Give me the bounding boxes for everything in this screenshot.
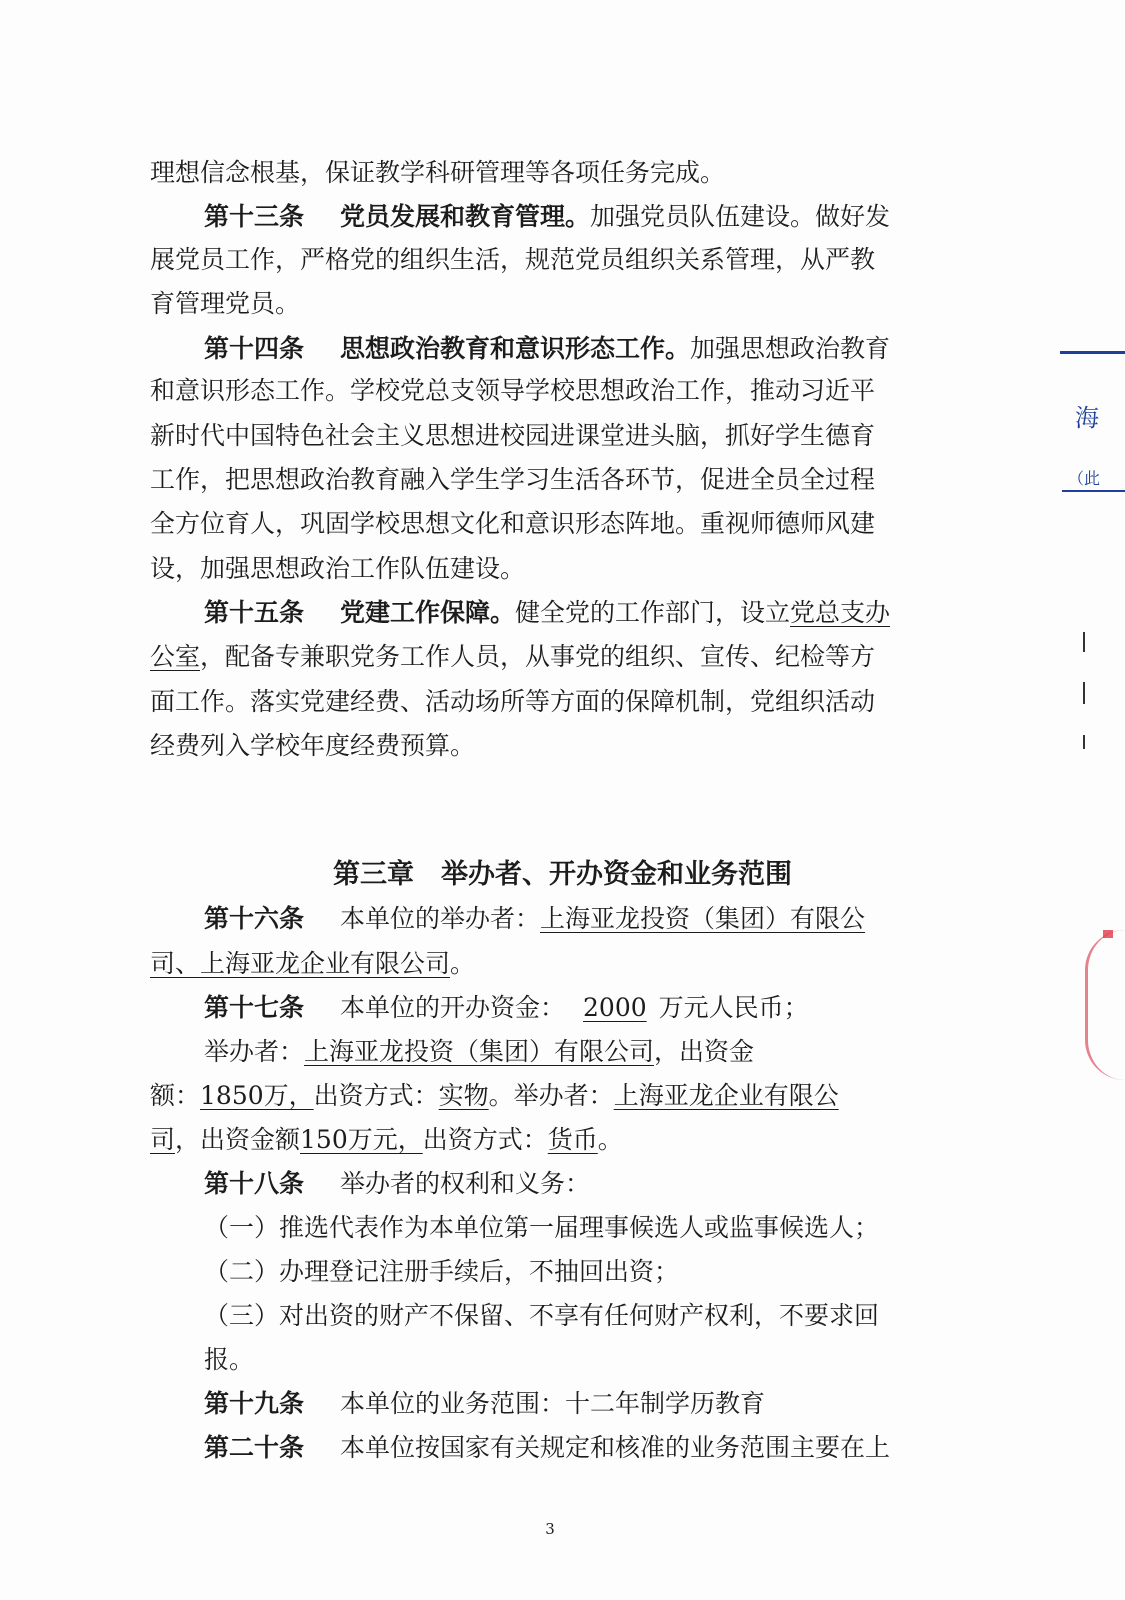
underlined-text: 司、上海亚龙企业有限公司: [150, 949, 451, 978]
article-20: 第二十条 本单位按国家有关规定和核准的业务范围主要在上: [204, 1433, 891, 1462]
article-number: 第二十条: [204, 1433, 305, 1462]
amount-value: 150万元，: [300, 1125, 423, 1154]
article-title: 党建工作保障。: [340, 598, 516, 627]
list-item: （三）对出资的财产不保留、不享有任何财产权利，不要求回: [204, 1301, 880, 1330]
article-15: 第十五条 党建工作保障。健全党的工作部门，设立党总支办: [204, 598, 891, 627]
text-line: 面工作。落实党建经费、活动场所等方面的保障机制，党组织活动: [150, 687, 876, 716]
method-value: 实物: [438, 1081, 489, 1110]
amount-value: 1850万，: [200, 1081, 314, 1110]
edge-rule: [1060, 351, 1125, 354]
sponsor-name: 司: [150, 1125, 176, 1154]
article-17: 第十七条 本单位的开办资金： 2000 万元人民币；: [204, 993, 809, 1022]
text-line: 展党员工作，严格党的组织生活，规范党员组织关系管理，从严教: [150, 245, 876, 274]
article-title: 党员发展和教育管理。: [340, 202, 591, 231]
text-line: 育管理党员。: [150, 289, 301, 318]
text-line: 理想信念根基，保证教学科研管理等各项任务完成。: [150, 158, 726, 187]
article-number: 第十四条: [204, 334, 305, 363]
red-seal-fragment: [1085, 930, 1125, 1080]
article-number: 第十八条: [204, 1169, 305, 1198]
article-14: 第十四条 思想政治教育和意识形态工作。加强思想政治教育: [204, 334, 891, 363]
article-title: 思想政治教育和意识形态工作。: [340, 334, 691, 363]
text-line: 设，加强思想政治工作队伍建设。: [150, 554, 526, 583]
article-number: 第十三条: [204, 202, 305, 231]
sponsor-name: 上海亚龙企业有限公: [613, 1081, 839, 1110]
edge-mark: [1083, 682, 1085, 704]
article-13: 第十三条 党员发展和教育管理。加强党员队伍建设。做好发: [204, 202, 891, 231]
edge-rule: [1062, 490, 1125, 492]
article-19: 第十九条 本单位的业务范围：十二年制学历教育: [204, 1389, 766, 1418]
text-line: 公室，配备专兼职党务工作人员，从事党的组织、宣传、纪检等方: [150, 642, 876, 671]
article-number: 第十九条: [204, 1389, 305, 1418]
text-line: 和意识形态工作。学校党总支领导学校思想政治工作，推动习近平: [150, 376, 876, 405]
underlined-text: 上海亚龙投资（集团）有限公: [540, 904, 866, 933]
article-16: 第十六条 本单位的举办者：上海亚龙投资（集团）有限公: [204, 904, 866, 933]
underlined-text: 公室: [150, 642, 201, 671]
article-number: 第十七条: [204, 993, 305, 1022]
capital-amount: 2000: [583, 993, 647, 1022]
text-line: 举办者：上海亚龙投资（集团）有限公司，出资金: [204, 1037, 755, 1066]
edge-mark: [1083, 735, 1085, 749]
sponsor-name: 上海亚龙投资（集团）有限公司: [304, 1037, 655, 1066]
edge-text: （此: [1068, 469, 1101, 488]
red-seal-fragment: [1103, 930, 1113, 938]
text-line: 经费列入学校年度经费预算。: [150, 731, 476, 760]
article-number: 第十五条: [204, 598, 305, 627]
list-item: （二）办理登记注册手续后，不抽回出资；: [204, 1257, 680, 1286]
article-number: 第十六条: [204, 904, 305, 933]
chapter-heading: 第三章 举办者、开办资金和业务范围: [333, 859, 792, 890]
edge-mark: [1083, 632, 1085, 652]
text-line: 额：1850万，出资方式：实物。举办者：上海亚龙企业有限公: [150, 1081, 839, 1110]
text-line: 司、上海亚龙企业有限公司。: [150, 949, 476, 978]
text-line: 司，出资金额150万元，出资方式：货币。: [150, 1125, 623, 1154]
method-value: 货币: [547, 1125, 598, 1154]
page-number: 3: [545, 1520, 555, 1538]
text-line: 全方位育人，巩固学校思想文化和意识形态阵地。重视师德师风建: [150, 509, 876, 538]
text-line: 新时代中国特色社会主义思想进校园进课堂进头脑，抓好学生德育: [150, 421, 876, 450]
edge-text: 海: [1075, 404, 1099, 432]
underlined-text: 党总支办: [790, 598, 891, 627]
article-18: 第十八条 举办者的权利和义务：: [204, 1169, 591, 1198]
list-item: （一）推选代表作为本单位第一届理事候选人或监事候选人；: [204, 1213, 880, 1242]
list-item-continuation: 报。: [204, 1345, 255, 1374]
text-line: 工作，把思想政治教育融入学生学习生活各环节，促进全员全过程: [150, 465, 876, 494]
